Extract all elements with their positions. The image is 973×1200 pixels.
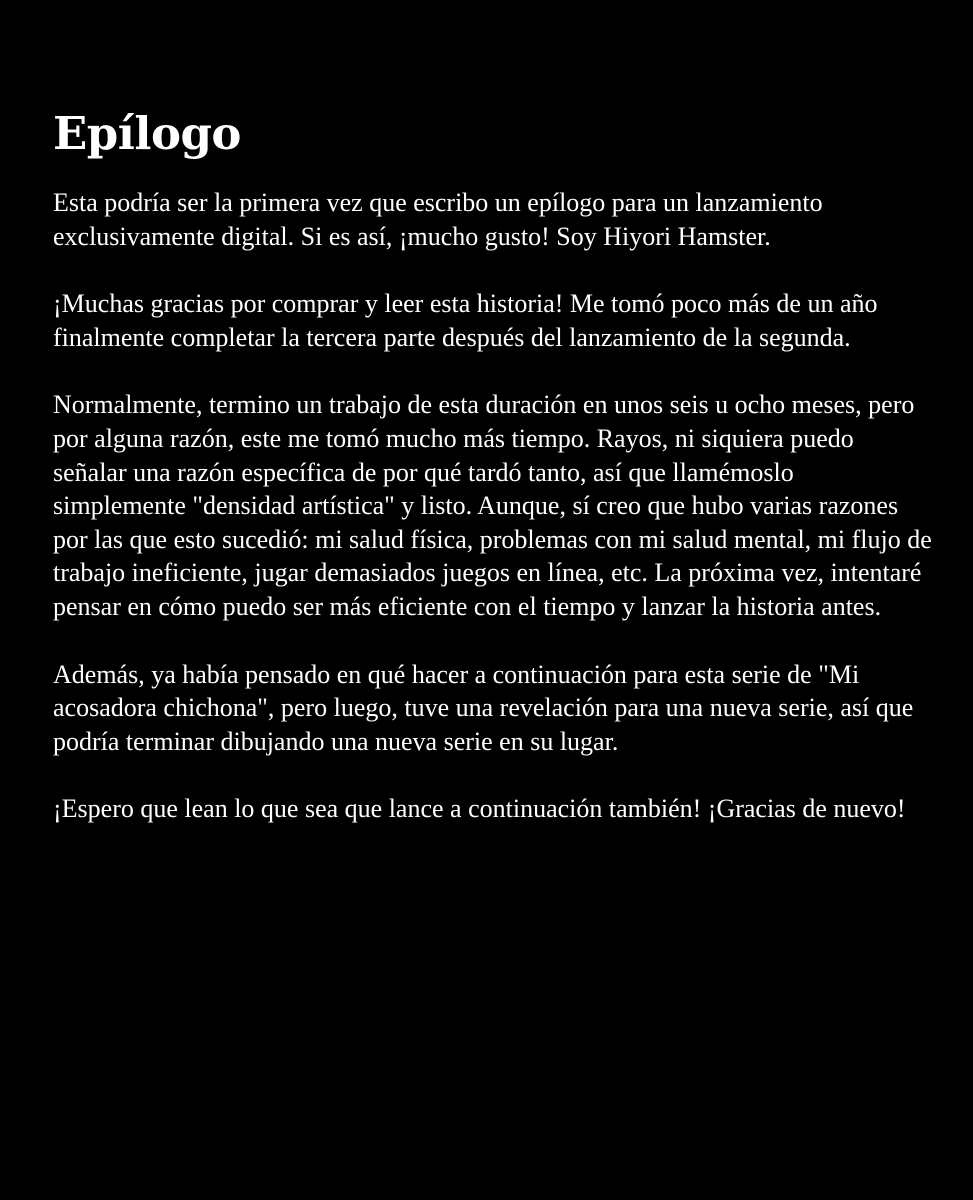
paragraph-next-series: Además, ya había pensado en qué hacer a continuación para esta serie de "Mi acosadora chichona", pero luego, tuve una revelación para una nueva serie, así que podría terminar dibujando una nueva serie en su lugar.: [53, 659, 914, 756]
paragraph-delay: Normalmente, termino un trabajo de esta duración en unos seis u ocho meses, pero por alguna razón, este me tomó mucho más tiempo. Rayos, ni siquiera puedo señalar una razón específica de por qué tardó tanto, así que llamémoslo simplemente "densidad artística" y listo. Aunque, sí creo que hubo varias razones por las que esto sucedió: mi salud física, problemas con mi salud mental, mi flujo de trabajo ineficiente, jugar demasiados juegos en línea, etc. La próxima vez, intentaré pensar en cómo puedo ser más eficiente con el tiempo y lanzar la historia antes.: [53, 390, 932, 621]
paragraph-intro: Esta podría ser la primera vez que escribo un epílogo para un lanzamiento exclusivamente digital. Si es así, ¡mucho gusto! Soy Hiyori Hamster.: [53, 188, 823, 251]
epilogue-page: [53, 104, 933, 860]
paragraph-closing: ¡Espero que lean lo que sea que lance a continuación también! ¡Gracias de nuevo!: [53, 794, 906, 824]
page-title: Epílogo: [53, 107, 241, 160]
paragraph-thanks: ¡Muchas gracias por comprar y leer esta historia! Me tomó poco más de un año finalmente completar la tercera parte después del lanzamiento de la segunda.: [53, 289, 878, 352]
